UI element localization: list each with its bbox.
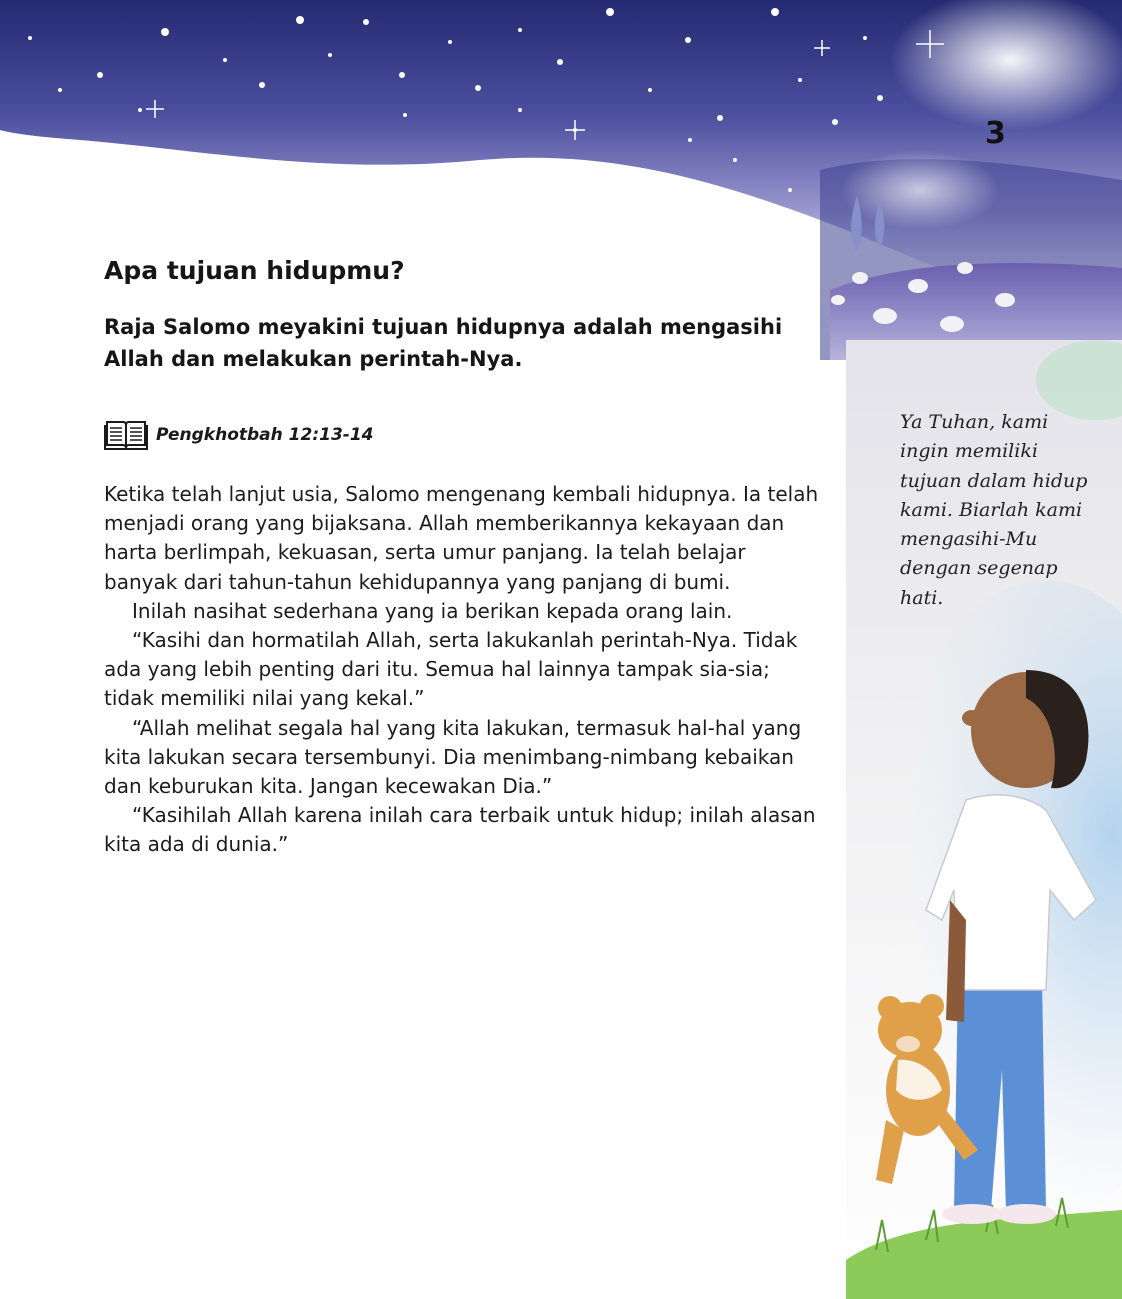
story-text [104, 480, 824, 860]
lead-paragraph: Raja Salomo meyakini tujuan hidupnya adalah mengasihi Allah dan melakukan perintah-Nya. [104, 315, 783, 371]
open-book-icon [104, 419, 148, 451]
story-paragraph: Inilah nasihat sederhana yang ia berikan kepada orang lain. [132, 598, 733, 623]
prayer-text: Ya Tuhan, kami ingin memiliki tujuan dalam hidup kami. Biarlah kami mengasihi-Mu dengan segenap hati. [900, 411, 1088, 609]
story-paragraph: “Kasihi dan hormatilah Allah, serta lakukanlah perintah-Nya. Tidak ada yang lebih penting dari itu. Semua hal lainnya tampak sia-sia; tidak memiliki nilai yang kekal.” [104, 628, 798, 711]
boy-with-teddy-bear-illustration [846, 620, 1122, 1299]
reference-text: Pengkhotbah 12:13-14 [156, 425, 374, 445]
page-number: 3 [985, 116, 1006, 151]
story-paragraph: “Allah melihat segala hal yang kita lakukan, termasuk hal-hal yang kita lakukan secara tersembunyi. Dia menimbang-nimbang kebaikan dan keburukan kita. Jangan kecewakan Dia.” [104, 715, 802, 799]
scripture-reference [104, 418, 374, 452]
story-paragraph: “Kasihilah Allah karena inilah cara terbaik untuk hidup; inilah alasan kita ada di dunia.” [104, 803, 816, 857]
story-paragraph: Ketika telah lanjut usia, Salomo mengenang kembali hidupnya. Ia telah menjadi orang yang bijaksana. Allah memberikannya kekayaan dan harta berlimpah, kekuasan, serta umur panjang. Ia telah belajar banyak dari tahun-tahun kehidupannya yang panjang di bumi. [104, 482, 819, 594]
page-title: Apa tujuan hidupmu? [104, 256, 405, 285]
